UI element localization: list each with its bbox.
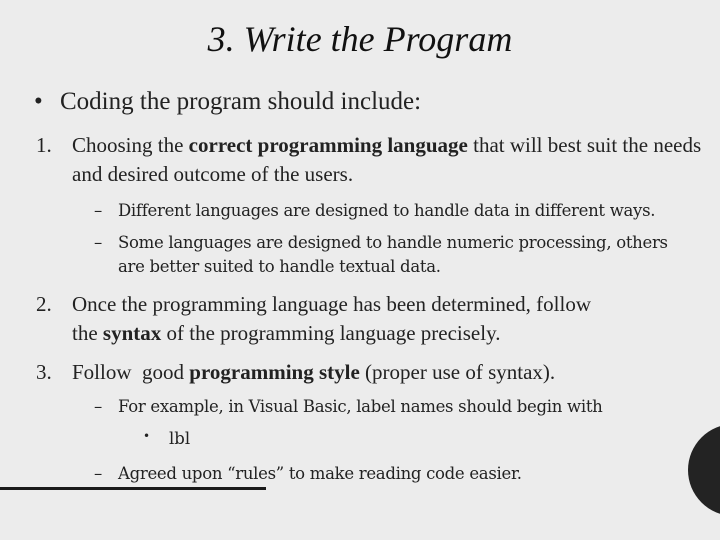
sub-item-text: Different languages are designed to handle data in different ways. — [118, 201, 656, 220]
bullet-icon: • — [34, 88, 43, 115]
lead-bullet-item — [34, 88, 421, 116]
dash-icon: – — [94, 233, 102, 252]
sub-sub-item-text: lbl — [169, 429, 191, 448]
bullet-icon: • — [143, 429, 151, 443]
dash-icon: – — [94, 397, 102, 416]
sub-item-text: Some languages are designed to handle numeric processing, others are better suited to handle textual data. — [118, 233, 668, 276]
sub-item-text: For example, in Visual Basic, label names should begin with — [118, 397, 603, 416]
item-number: 1. — [36, 133, 52, 157]
dash-icon: – — [94, 464, 102, 483]
slide-title: 3. Write the Program — [207, 19, 513, 59]
item-text: Choosing the correct programming language that will best suit the needs and desired outcome of the users. — [72, 133, 702, 186]
item-text: Once the programming language has been determined, follow the syntax of the programming language precisely. — [72, 292, 591, 345]
lead-text: Coding the program should include: — [60, 88, 422, 115]
dash-icon: – — [94, 201, 102, 220]
item-number: 2. — [36, 292, 52, 316]
item-text: Follow good programming style (proper use of syntax). — [72, 360, 556, 384]
sub-item-text: Agreed upon “rules” to make reading code easier. — [118, 464, 522, 483]
decorative-circle — [688, 424, 720, 516]
footer-rule — [0, 487, 266, 490]
item-number: 3. — [36, 360, 52, 384]
